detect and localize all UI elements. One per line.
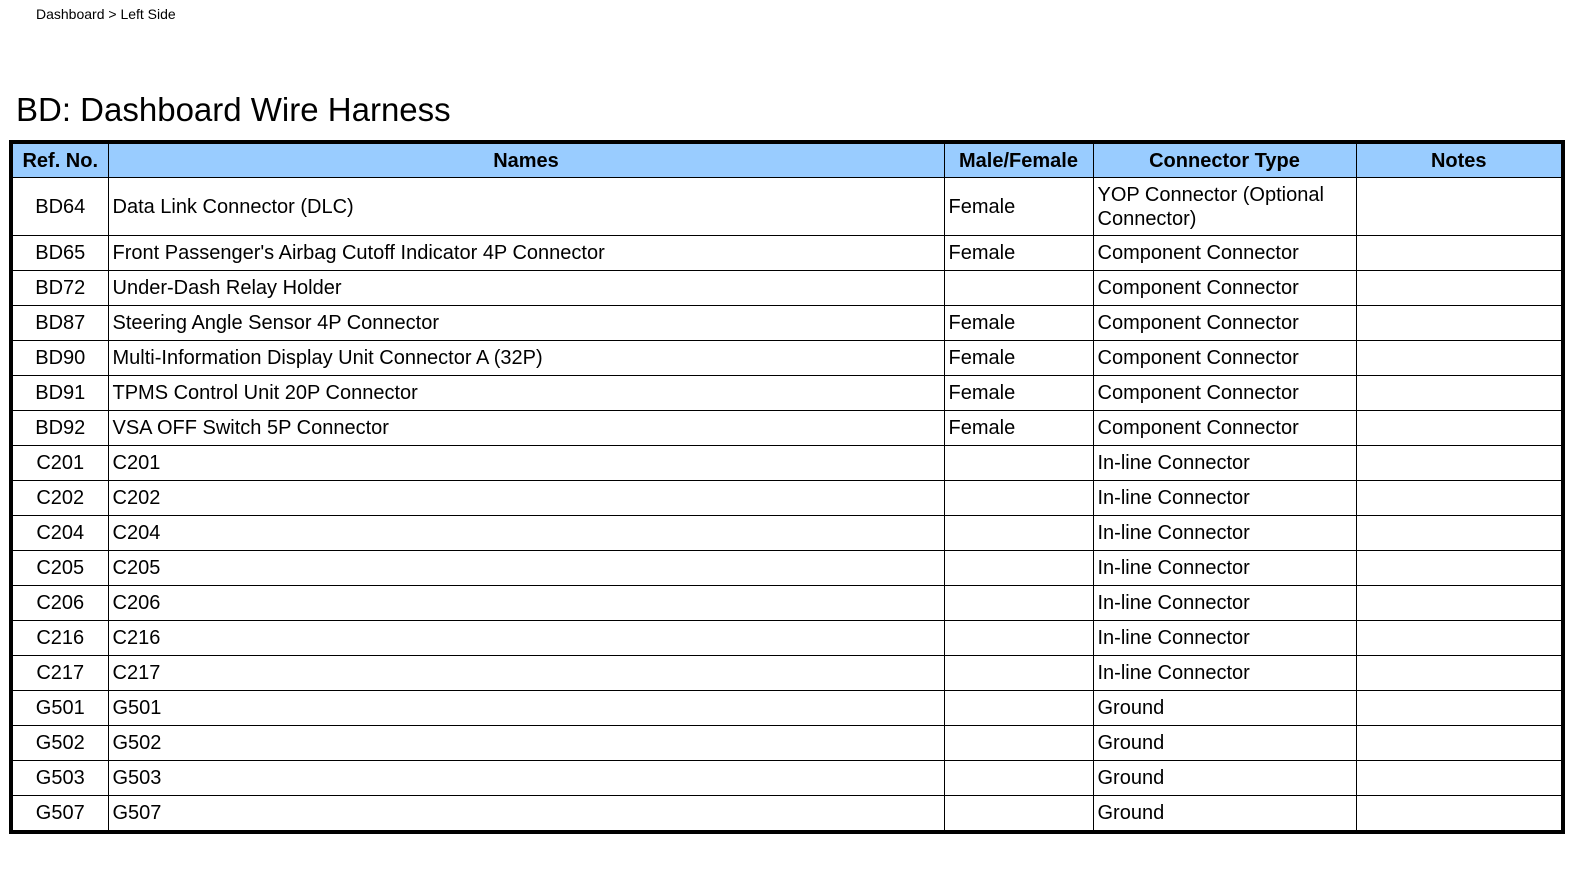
table-body — [11, 178, 1563, 833]
cell-connector-type: Component Connector — [1093, 236, 1356, 271]
cell-male-female — [944, 796, 1093, 833]
cell-name: VSA OFF Switch 5P Connector — [108, 411, 944, 446]
table-row — [11, 481, 1563, 516]
cell-name: Front Passenger's Airbag Cutoff Indicator 4P Connector — [108, 236, 944, 271]
header-row — [11, 142, 1563, 178]
table-row — [11, 271, 1563, 306]
table-row — [11, 691, 1563, 726]
header-notes: Notes — [1356, 142, 1563, 178]
cell-connector-type: Ground — [1093, 796, 1356, 833]
header-male-female: Male/Female — [944, 142, 1093, 178]
cell-name: C217 — [108, 656, 944, 691]
cell-ref: C202 — [11, 481, 108, 516]
table-row — [11, 306, 1563, 341]
header-ref: Ref. No. — [11, 142, 108, 178]
cell-name: C201 — [108, 446, 944, 481]
cell-name: Multi-Information Display Unit Connector A (32P) — [108, 341, 944, 376]
cell-male-female: Female — [944, 236, 1093, 271]
table-row — [11, 586, 1563, 621]
cell-connector-type: Ground — [1093, 726, 1356, 761]
cell-male-female: Female — [944, 306, 1093, 341]
cell-male-female — [944, 621, 1093, 656]
cell-ref: C206 — [11, 586, 108, 621]
cell-male-female — [944, 586, 1093, 621]
cell-notes — [1356, 481, 1563, 516]
cell-notes — [1356, 691, 1563, 726]
cell-notes — [1356, 761, 1563, 796]
cell-connector-type: In-line Connector — [1093, 446, 1356, 481]
cell-male-female — [944, 516, 1093, 551]
cell-name: C206 — [108, 586, 944, 621]
cell-connector-type: Ground — [1093, 691, 1356, 726]
cell-connector-type: Component Connector — [1093, 376, 1356, 411]
cell-male-female: Female — [944, 411, 1093, 446]
cell-name: TPMS Control Unit 20P Connector — [108, 376, 944, 411]
cell-male-female — [944, 481, 1093, 516]
cell-male-female: Female — [944, 341, 1093, 376]
cell-notes — [1356, 586, 1563, 621]
cell-male-female — [944, 446, 1093, 481]
cell-connector-type: Component Connector — [1093, 341, 1356, 376]
cell-connector-type: Component Connector — [1093, 411, 1356, 446]
cell-ref: BD91 — [11, 376, 108, 411]
table-row — [11, 236, 1563, 271]
table-row — [11, 516, 1563, 551]
header-connector-type: Connector Type — [1093, 142, 1356, 178]
table-row — [11, 656, 1563, 691]
cell-male-female — [944, 761, 1093, 796]
cell-notes — [1356, 411, 1563, 446]
header-names: Names — [108, 142, 944, 178]
cell-name: C205 — [108, 551, 944, 586]
cell-name: C202 — [108, 481, 944, 516]
cell-ref: BD72 — [11, 271, 108, 306]
table-row — [11, 376, 1563, 411]
cell-ref: G503 — [11, 761, 108, 796]
cell-name: G502 — [108, 726, 944, 761]
cell-ref: C216 — [11, 621, 108, 656]
cell-ref: BD90 — [11, 341, 108, 376]
cell-connector-type: In-line Connector — [1093, 586, 1356, 621]
harness-table — [9, 140, 1565, 834]
cell-name: C216 — [108, 621, 944, 656]
cell-male-female — [944, 551, 1093, 586]
cell-male-female — [944, 726, 1093, 761]
cell-ref: G507 — [11, 796, 108, 833]
cell-name: G507 — [108, 796, 944, 833]
cell-notes — [1356, 178, 1563, 236]
cell-connector-type: In-line Connector — [1093, 656, 1356, 691]
cell-connector-type: Component Connector — [1093, 306, 1356, 341]
cell-name: Under-Dash Relay Holder — [108, 271, 944, 306]
table-row — [11, 796, 1563, 833]
cell-connector-type: Ground — [1093, 761, 1356, 796]
cell-notes — [1356, 656, 1563, 691]
cell-name: Steering Angle Sensor 4P Connector — [108, 306, 944, 341]
cell-connector-type: In-line Connector — [1093, 516, 1356, 551]
table-row — [11, 551, 1563, 586]
cell-ref: G501 — [11, 691, 108, 726]
table-header — [11, 142, 1563, 178]
cell-connector-type: YOP Connector (Optional Connector) — [1093, 178, 1356, 236]
cell-connector-type: In-line Connector — [1093, 551, 1356, 586]
cell-ref: G502 — [11, 726, 108, 761]
cell-name: C204 — [108, 516, 944, 551]
breadcrumb: Dashboard > Left Side — [36, 6, 176, 22]
cell-ref: C201 — [11, 446, 108, 481]
cell-notes — [1356, 341, 1563, 376]
table-row — [11, 761, 1563, 796]
table-row — [11, 411, 1563, 446]
cell-notes — [1356, 446, 1563, 481]
cell-notes — [1356, 551, 1563, 586]
cell-male-female — [944, 691, 1093, 726]
cell-notes — [1356, 236, 1563, 271]
cell-male-female: Female — [944, 178, 1093, 236]
cell-notes — [1356, 726, 1563, 761]
table-row — [11, 341, 1563, 376]
cell-notes — [1356, 621, 1563, 656]
page-title: BD: Dashboard Wire Harness — [16, 91, 451, 128]
cell-ref: BD87 — [11, 306, 108, 341]
table-row — [11, 726, 1563, 761]
cell-male-female: Female — [944, 376, 1093, 411]
cell-name: G503 — [108, 761, 944, 796]
cell-notes — [1356, 796, 1563, 833]
cell-connector-type: Component Connector — [1093, 271, 1356, 306]
cell-ref: BD65 — [11, 236, 108, 271]
cell-name: G501 — [108, 691, 944, 726]
cell-notes — [1356, 306, 1563, 341]
cell-notes — [1356, 271, 1563, 306]
cell-ref: BD92 — [11, 411, 108, 446]
cell-notes — [1356, 376, 1563, 411]
cell-male-female — [944, 656, 1093, 691]
cell-ref: BD64 — [11, 178, 108, 236]
cell-male-female — [944, 271, 1093, 306]
cell-name: Data Link Connector (DLC) — [108, 178, 944, 236]
table-row — [11, 178, 1563, 236]
cell-notes — [1356, 516, 1563, 551]
table-row — [11, 621, 1563, 656]
cell-connector-type: In-line Connector — [1093, 481, 1356, 516]
table-row — [11, 446, 1563, 481]
cell-ref: C204 — [11, 516, 108, 551]
cell-connector-type: In-line Connector — [1093, 621, 1356, 656]
cell-ref: C205 — [11, 551, 108, 586]
cell-ref: C217 — [11, 656, 108, 691]
